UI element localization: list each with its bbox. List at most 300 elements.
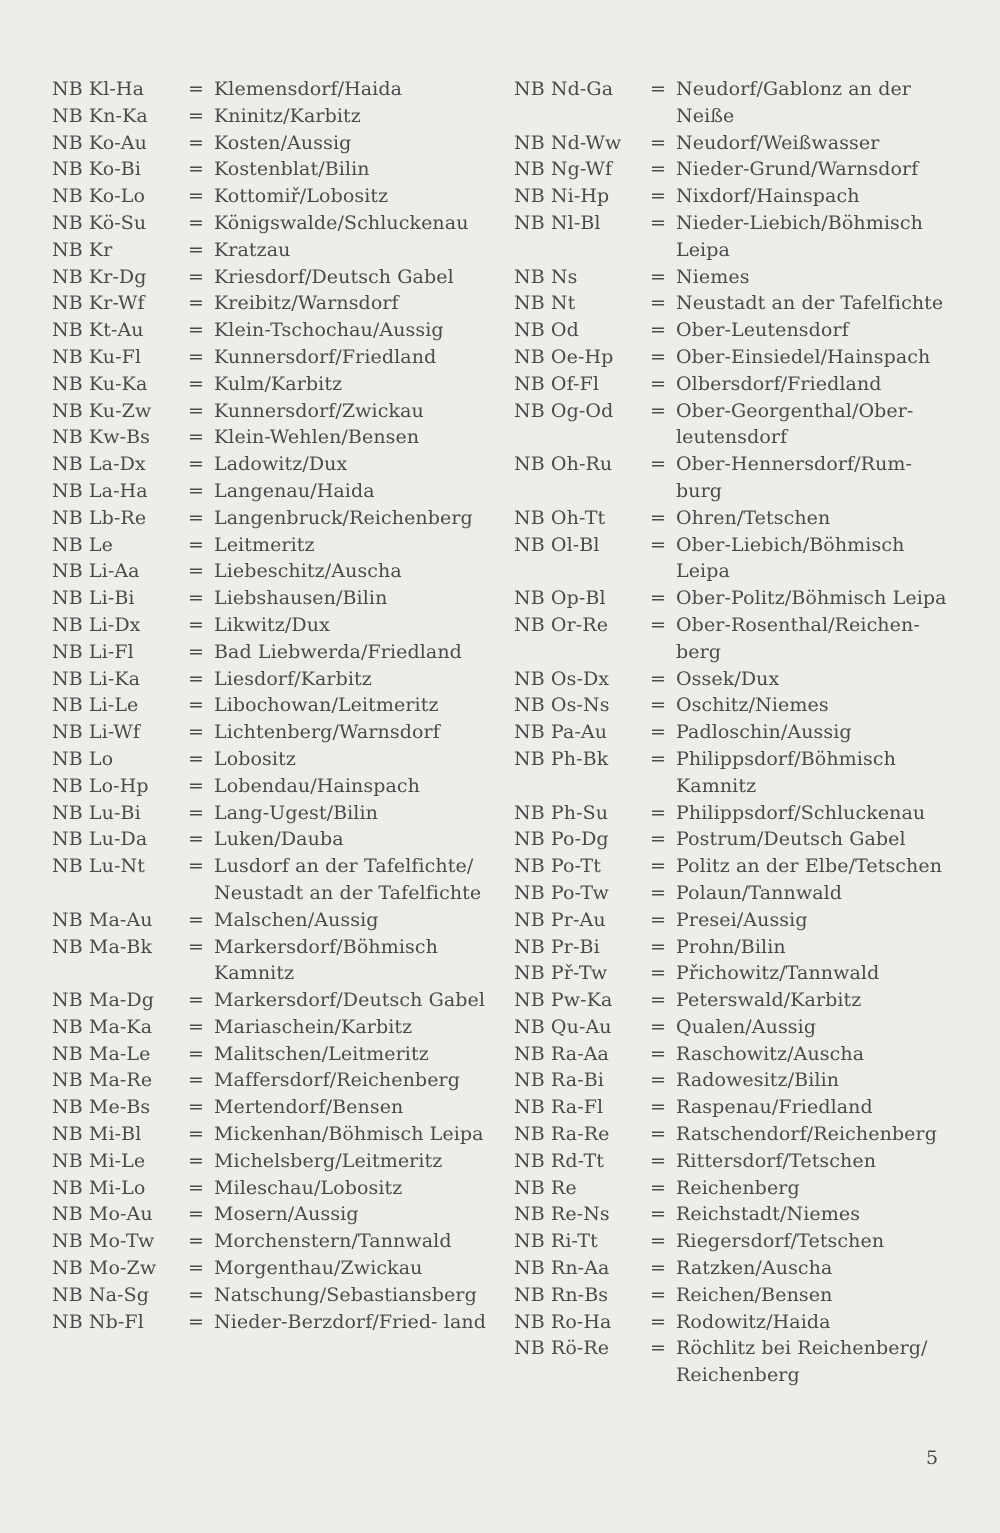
equals-sign: =: [188, 560, 205, 583]
list-item: [52, 987, 502, 1014]
list-item: [52, 478, 502, 505]
entry-place-name: Königswalde/Schluckenau: [214, 211, 469, 234]
equals-sign: =: [650, 1176, 667, 1199]
list-item: [52, 290, 502, 317]
left-column: [52, 76, 502, 1335]
list-item: [514, 934, 964, 961]
entry-code: NB Rd-Tt: [514, 1149, 604, 1172]
entry-place-name: Kottomiř/Lobositz: [214, 185, 389, 208]
equals-sign: =: [188, 935, 205, 958]
list-item: [52, 1282, 502, 1309]
entry-code: NB Ma-Au: [52, 908, 153, 931]
equals-sign: =: [650, 855, 667, 878]
entry-code: NB Kr-Wf: [52, 292, 145, 315]
list-item: [514, 719, 964, 746]
equals-sign: =: [188, 158, 205, 181]
entry-code: NB Kr: [52, 238, 113, 261]
entry-place-name: Mosern/Aussig: [214, 1203, 359, 1226]
entry-place-name: Klein-Tschochau/Aussig: [214, 319, 444, 342]
entry-code: NB Li-Le: [52, 694, 139, 717]
equals-sign: =: [650, 1042, 667, 1065]
entry-place-name: Morchenstern/Tannwald: [214, 1230, 452, 1253]
equals-sign: =: [650, 935, 667, 958]
list-item: [514, 666, 964, 693]
entry-place-name: Röchlitz bei Reichenberg/ Reichenberg: [676, 1337, 928, 1387]
entry-place-name: Langenau/Haida: [214, 479, 375, 502]
list-item: [514, 880, 964, 907]
entry-code: NB Li-Ka: [52, 667, 141, 690]
equals-sign: =: [650, 1337, 667, 1360]
entry-code: NB Lu-Da: [52, 828, 148, 851]
equals-sign: =: [650, 1123, 667, 1146]
list-item: [52, 183, 502, 210]
list-item: [52, 1309, 502, 1336]
entry-place-name: Mertendorf/Bensen: [214, 1096, 404, 1119]
list-item: [52, 1094, 502, 1121]
equals-sign: =: [188, 426, 205, 449]
entry-code: NB Nl-Bl: [514, 211, 601, 234]
list-item: [514, 800, 964, 827]
entry-code: NB Pr-Au: [514, 908, 606, 931]
entry-place-name: Philippsdorf/Böhmisch Kamnitz: [676, 747, 896, 797]
entry-code: NB Lo-Hp: [52, 774, 149, 797]
entry-place-name: Lusdorf an der Tafelfichte/ Neustadt an der Tafelfichte: [214, 855, 482, 904]
equals-sign: =: [188, 506, 205, 529]
equals-sign: =: [188, 774, 205, 797]
entry-code: NB Ol-Bl: [514, 533, 600, 556]
entry-place-name: Luken/Dauba: [214, 828, 344, 851]
entry-place-name: Langenbruck/Reichenberg: [214, 506, 473, 529]
equals-sign: =: [188, 1310, 205, 1333]
equals-sign: =: [188, 399, 205, 422]
list-item: [52, 344, 502, 371]
list-item: [514, 907, 964, 934]
entry-place-name: Niemes: [676, 265, 750, 288]
list-item: [52, 130, 502, 157]
entry-place-name: Liebeschitz/Auscha: [214, 560, 402, 583]
list-item: [514, 853, 964, 880]
entry-place-name: Neustadt an der Tafelfichte: [676, 292, 944, 315]
entry-code: NB Qu-Au: [514, 1015, 612, 1038]
equals-sign: =: [188, 1096, 205, 1119]
equals-sign: =: [188, 238, 205, 261]
equals-sign: =: [650, 185, 667, 208]
entry-place-name: Mariaschein/Karbitz: [214, 1015, 413, 1038]
equals-sign: =: [650, 908, 667, 931]
equals-sign: =: [188, 640, 205, 663]
entry-code: NB Ng-Wf: [514, 158, 613, 181]
entry-place-name: Kratzau: [214, 238, 291, 261]
entry-place-name: Lichtenberg/Warnsdorf: [214, 721, 440, 744]
equals-sign: =: [650, 211, 667, 234]
list-item: [52, 800, 502, 827]
list-item: [514, 505, 964, 532]
equals-sign: =: [188, 1230, 205, 1253]
entry-place-name: Morgenthau/Zwickau: [214, 1257, 423, 1280]
equals-sign: =: [650, 1096, 667, 1119]
equals-sign: =: [188, 104, 205, 127]
list-item: [514, 1201, 964, 1228]
equals-sign: =: [188, 587, 205, 610]
right-column: [514, 76, 964, 1389]
equals-sign: =: [188, 1069, 205, 1092]
entry-place-name: Reichenberg: [676, 1176, 800, 1199]
entry-place-name: Raschowitz/Auscha: [676, 1042, 865, 1065]
entry-place-name: Politz an der Elbe/Tetschen: [676, 855, 943, 878]
list-item: [52, 1014, 502, 1041]
list-item: [514, 1067, 964, 1094]
entry-place-name: Neudorf/Weißwasser: [676, 131, 880, 154]
entry-code: NB Li-Aa: [52, 560, 140, 583]
list-item: [52, 612, 502, 639]
entry-place-name: Presei/Aussig: [676, 908, 808, 931]
equals-sign: =: [650, 292, 667, 315]
list-item: [514, 1255, 964, 1282]
entry-code: NB Re: [514, 1176, 577, 1199]
entry-place-name: Mileschau/Lobositz: [214, 1176, 403, 1199]
equals-sign: =: [650, 1283, 667, 1306]
list-item: [52, 746, 502, 773]
entry-code: NB Ph-Su: [514, 801, 609, 824]
equals-sign: =: [650, 1015, 667, 1038]
entry-code: NB Rö-Re: [514, 1337, 610, 1360]
entry-place-name: Raspenau/Friedland: [676, 1096, 873, 1119]
entry-code: NB Ku-Ka: [52, 372, 148, 395]
entry-place-name: Ober-Liebich/Böhmisch Leipa: [676, 533, 905, 583]
equals-sign: =: [650, 1257, 667, 1280]
entry-place-name: Qualen/Aussig: [676, 1015, 817, 1038]
entry-code: NB Nd-Ww: [514, 131, 622, 154]
equals-sign: =: [650, 1203, 667, 1226]
list-item: [514, 826, 964, 853]
entry-place-name: Liebshausen/Bilin: [214, 587, 388, 610]
entry-code: NB Os-Ns: [514, 694, 610, 717]
list-item: [514, 264, 964, 291]
list-item: [514, 398, 964, 452]
list-item: [52, 853, 502, 907]
entry-place-name: Bad Liebwerda/Friedland: [214, 640, 462, 663]
equals-sign: =: [650, 881, 667, 904]
equals-sign: =: [650, 158, 667, 181]
entry-place-name: Neudorf/Gablonz an der Neiße: [676, 78, 911, 127]
equals-sign: =: [188, 319, 205, 342]
entry-place-name: Likwitz/Dux: [214, 613, 330, 636]
equals-sign: =: [188, 479, 205, 502]
entry-place-name: Nieder-Liebich/Böhmisch Leipa: [676, 211, 923, 261]
entry-code: NB La-Ha: [52, 479, 148, 502]
entry-code: NB Rn-Aa: [514, 1257, 610, 1280]
list-item: [52, 317, 502, 344]
list-item: [52, 398, 502, 425]
list-item: [52, 692, 502, 719]
entry-place-name: Natschung/Sebastiansberg: [214, 1283, 477, 1306]
equals-sign: =: [188, 265, 205, 288]
entry-code: NB Pa-Au: [514, 721, 608, 744]
entry-place-name: Přichowitz/Tannwald: [676, 962, 880, 985]
equals-sign: =: [188, 533, 205, 556]
entry-code: NB Ra-Fl: [514, 1096, 604, 1119]
equals-sign: =: [188, 1123, 205, 1146]
entry-code: NB Pw-Ka: [514, 989, 613, 1012]
entry-code: NB Po-Tw: [514, 881, 609, 904]
entry-place-name: Kninitz/Karbitz: [214, 104, 361, 127]
list-item: [514, 156, 964, 183]
entry-code: NB Lo: [52, 747, 114, 770]
entry-code: NB Re-Ns: [514, 1203, 610, 1226]
entry-place-name: Markersdorf/Böhmisch Kamnitz: [214, 935, 438, 985]
equals-sign: =: [650, 587, 667, 610]
entry-place-name: Kriesdorf/Deutsch Gabel: [214, 265, 454, 288]
entry-code: NB Os-Dx: [514, 667, 610, 690]
entry-code: NB Ko-Lo: [52, 185, 146, 208]
list-item: [514, 371, 964, 398]
entry-code: NB Kn-Ka: [52, 104, 148, 127]
entry-code: NB Mo-Au: [52, 1203, 153, 1226]
entry-code: NB Ra-Aa: [514, 1042, 609, 1065]
entry-place-name: Maffersdorf/Reichenberg: [214, 1069, 460, 1092]
entry-code: NB Nd-Ga: [514, 78, 614, 100]
entry-code: NB Rn-Bs: [514, 1283, 609, 1306]
entry-code: NB Kl-Ha: [52, 78, 145, 100]
equals-sign: =: [650, 989, 667, 1012]
entry-code: NB Nt: [514, 292, 576, 315]
list-item: [514, 290, 964, 317]
equals-sign: =: [650, 78, 667, 100]
equals-sign: =: [650, 1310, 667, 1333]
list-item: [514, 1228, 964, 1255]
list-item: [52, 1041, 502, 1068]
equals-sign: =: [650, 1230, 667, 1253]
equals-sign: =: [650, 265, 667, 288]
entry-place-name: Nixdorf/Hainspach: [676, 185, 860, 208]
entry-code: NB Of-Fl: [514, 372, 600, 395]
entry-place-name: Peterswald/Karbitz: [676, 989, 862, 1012]
entry-code: NB Me-Bs: [52, 1096, 151, 1119]
list-item: [52, 585, 502, 612]
equals-sign: =: [650, 399, 667, 422]
entry-code: NB Or-Re: [514, 613, 609, 636]
list-item: [514, 612, 964, 666]
list-item: [52, 1175, 502, 1202]
equals-sign: =: [188, 667, 205, 690]
list-item: [52, 451, 502, 478]
entry-code: NB Lb-Re: [52, 506, 147, 529]
entry-code: NB Mi-Lo: [52, 1176, 146, 1199]
entry-code: NB Ns: [514, 265, 578, 288]
entry-code: NB Kw-Bs: [52, 426, 151, 449]
list-item: [514, 1121, 964, 1148]
list-item: [52, 719, 502, 746]
entry-place-name: Polaun/Tannwald: [676, 881, 843, 904]
entry-code: NB La-Dx: [52, 453, 146, 476]
entry-place-name: Padloschin/Aussig: [676, 721, 852, 744]
equals-sign: =: [650, 613, 667, 636]
list-item: [52, 103, 502, 130]
list-item: [514, 130, 964, 157]
entry-place-name: Riegersdorf/Tetschen: [676, 1230, 885, 1253]
equals-sign: =: [188, 453, 205, 476]
entry-place-name: Ober-Einsiedel/Hainspach: [676, 345, 931, 368]
entry-code: NB Li-Fl: [52, 640, 134, 663]
list-item: [514, 987, 964, 1014]
entry-code: NB Ra-Re: [514, 1123, 610, 1146]
entry-code: NB Ma-Bk: [52, 935, 153, 958]
equals-sign: =: [188, 989, 205, 1012]
entry-place-name: Libochowan/Leitmeritz: [214, 694, 439, 717]
list-item: [52, 639, 502, 666]
entry-code: NB Po-Tt: [514, 855, 601, 878]
list-item: [514, 1041, 964, 1068]
list-item: [514, 1335, 964, 1389]
equals-sign: =: [188, 185, 205, 208]
entry-code: NB Oh-Tt: [514, 506, 606, 529]
entry-code: NB Mi-Bl: [52, 1123, 142, 1146]
list-item: [514, 585, 964, 612]
list-item: [514, 344, 964, 371]
entry-place-name: Klein-Wehlen/Bensen: [214, 426, 420, 449]
entry-place-name: Markersdorf/Deutsch Gabel: [214, 989, 486, 1012]
list-item: [514, 317, 964, 344]
entry-place-name: Nieder-Berzdorf/Fried- land: [214, 1310, 486, 1333]
equals-sign: =: [650, 533, 667, 556]
entry-place-name: Klemensdorf/Haida: [214, 78, 403, 100]
entry-place-name: Ober-Politz/Böhmisch Leipa: [676, 587, 947, 610]
equals-sign: =: [188, 828, 205, 851]
entry-place-name: Ober-Rosenthal/Reichen- berg: [676, 613, 920, 663]
entry-code: NB Ma-Dg: [52, 989, 155, 1012]
equals-sign: =: [650, 131, 667, 154]
entry-code: NB Pr-Bi: [514, 935, 600, 958]
equals-sign: =: [650, 1149, 667, 1172]
entry-place-name: Oschitz/Niemes: [676, 694, 829, 717]
equals-sign: =: [650, 506, 667, 529]
list-item: [52, 424, 502, 451]
entry-place-name: Michelsberg/Leitmeritz: [214, 1149, 443, 1172]
list-item: [514, 76, 964, 130]
list-item: [514, 1282, 964, 1309]
equals-sign: =: [188, 1042, 205, 1065]
entry-place-name: Olbersdorf/Friedland: [676, 372, 882, 395]
equals-sign: =: [188, 1015, 205, 1038]
list-item: [52, 210, 502, 237]
entry-code: NB Ro-Ha: [514, 1310, 612, 1333]
entry-place-name: Lobendau/Hainspach: [214, 774, 420, 797]
entry-place-name: Ratzken/Auscha: [676, 1257, 833, 1280]
list-item: [514, 1094, 964, 1121]
entry-code: NB Li-Bi: [52, 587, 135, 610]
entry-code: NB Na-Sg: [52, 1283, 149, 1306]
entry-place-name: Leitmeritz: [214, 533, 315, 556]
entry-code: NB Og-Od: [514, 399, 614, 422]
equals-sign: =: [188, 747, 205, 770]
entry-place-name: Philippsdorf/Schluckenau: [676, 801, 926, 824]
equals-sign: =: [650, 828, 667, 851]
equals-sign: =: [188, 372, 205, 395]
entry-place-name: Ober-Leutensdorf: [676, 319, 849, 342]
list-item: [514, 1175, 964, 1202]
list-item: [52, 76, 502, 103]
list-item: [52, 826, 502, 853]
entry-code: NB Li-Dx: [52, 613, 141, 636]
entry-place-name: Kreibitz/Warnsdorf: [214, 292, 399, 315]
equals-sign: =: [188, 694, 205, 717]
entry-code: NB Le: [52, 533, 113, 556]
list-item: [514, 183, 964, 210]
entry-place-name: Ossek/Dux: [676, 667, 780, 690]
list-item: [514, 451, 964, 505]
entry-code: NB Oe-Hp: [514, 345, 614, 368]
entry-code: NB Ko-Bi: [52, 158, 142, 181]
entry-place-name: Kunnersdorf/Friedland: [214, 345, 437, 368]
entry-code: NB Ri-Tt: [514, 1230, 598, 1253]
equals-sign: =: [188, 1176, 205, 1199]
equals-sign: =: [188, 721, 205, 744]
equals-sign: =: [188, 78, 205, 100]
entry-place-name: Reichstadt/Niemes: [676, 1203, 861, 1226]
entry-place-name: Kulm/Karbitz: [214, 372, 343, 395]
entry-place-name: Ladowitz/Dux: [214, 453, 348, 476]
equals-sign: =: [650, 319, 667, 342]
page-number: 5: [926, 1447, 939, 1469]
entry-place-name: Ratschendorf/Reichenberg: [676, 1123, 937, 1146]
entry-code: NB Př-Tw: [514, 962, 608, 985]
entry-code: NB Mo-Tw: [52, 1230, 155, 1253]
entry-code: NB Lu-Nt: [52, 855, 145, 878]
list-item: [52, 1201, 502, 1228]
entry-place-name: Postrum/Deutsch Gabel: [676, 828, 906, 851]
entry-code: NB Ph-Bk: [514, 747, 609, 770]
list-item: [514, 1014, 964, 1041]
equals-sign: =: [188, 211, 205, 234]
entry-code: NB Kt-Au: [52, 319, 144, 342]
entry-code: NB Mo-Zw: [52, 1257, 157, 1280]
list-item: [514, 532, 964, 586]
list-item: [514, 960, 964, 987]
entry-code: NB Lu-Bi: [52, 801, 141, 824]
entry-place-name: Rittersdorf/Tetschen: [676, 1149, 877, 1172]
entry-place-name: Prohn/Bilin: [676, 935, 786, 958]
equals-sign: =: [650, 453, 667, 476]
entry-place-name: Ober-Hennersdorf/Rum- burg: [676, 453, 913, 502]
entry-code: NB Ku-Fl: [52, 345, 142, 368]
equals-sign: =: [188, 855, 205, 878]
list-item: [514, 1148, 964, 1175]
list-item: [52, 1148, 502, 1175]
equals-sign: =: [650, 747, 667, 770]
entry-code: NB Kö-Su: [52, 211, 147, 234]
entry-place-name: Liesdorf/Karbitz: [214, 667, 372, 690]
equals-sign: =: [650, 721, 667, 744]
entry-code: NB Ma-Re: [52, 1069, 153, 1092]
list-item: [52, 773, 502, 800]
list-item: [52, 505, 502, 532]
entry-place-name: Reichen/Bensen: [676, 1283, 833, 1306]
entry-place-name: Ohren/Tetschen: [676, 506, 831, 529]
list-item: [514, 692, 964, 719]
equals-sign: =: [650, 1069, 667, 1092]
entry-code: NB Op-Bl: [514, 587, 606, 610]
list-item: [52, 1067, 502, 1094]
equals-sign: =: [650, 667, 667, 690]
entry-place-name: Nieder-Grund/Warnsdorf: [676, 158, 919, 181]
entry-place-name: Malitschen/Leitmeritz: [214, 1042, 429, 1065]
entry-code: NB Ni-Hp: [514, 185, 610, 208]
equals-sign: =: [188, 345, 205, 368]
entry-place-name: Kosten/Aussig: [214, 131, 352, 154]
equals-sign: =: [650, 694, 667, 717]
equals-sign: =: [188, 1257, 205, 1280]
list-item: [52, 237, 502, 264]
